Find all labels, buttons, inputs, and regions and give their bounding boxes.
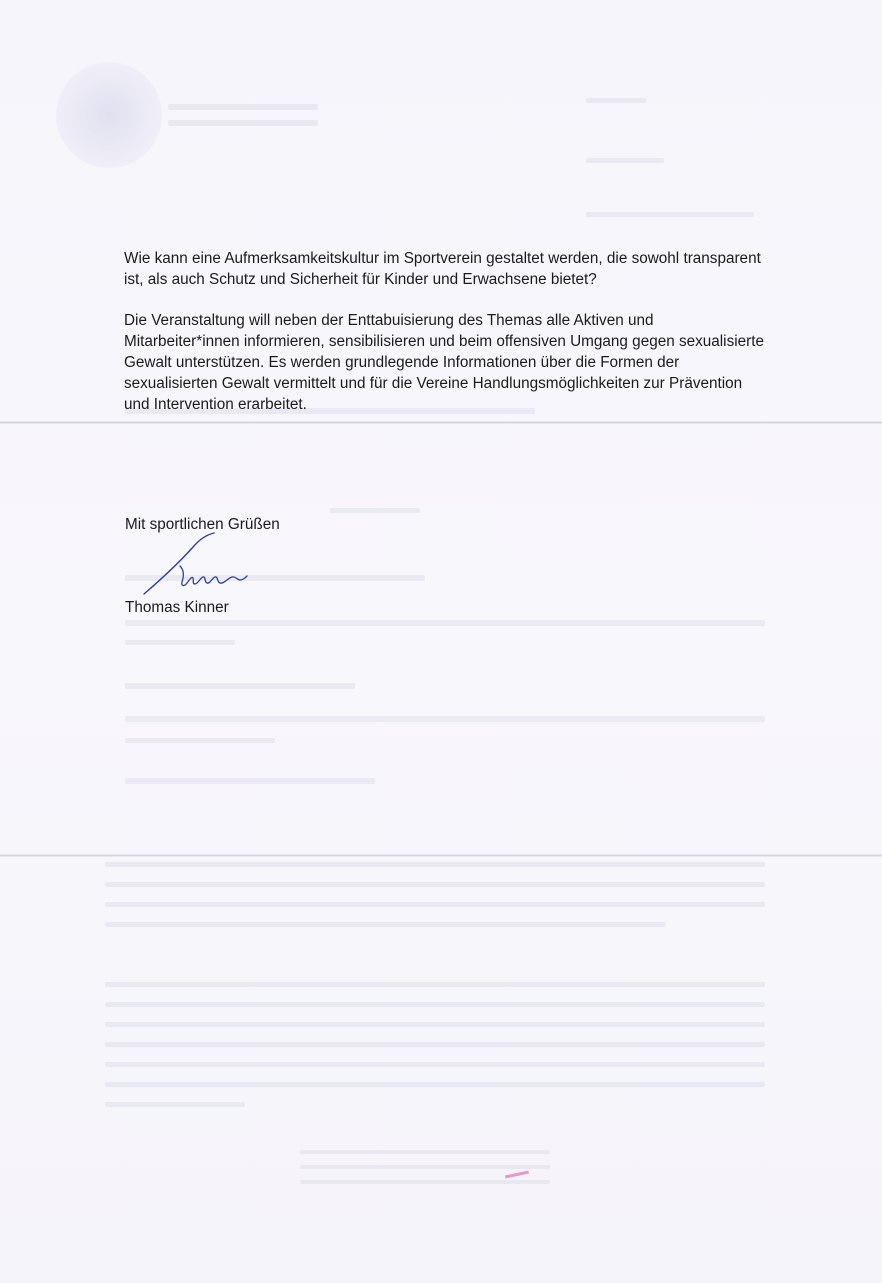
bleed-through-line [105,1002,765,1007]
fold-line-upper [0,421,882,424]
bleed-through-line [300,1165,550,1169]
bleed-through-logo [56,62,162,168]
bleed-through-line [105,902,765,907]
bleed-through-line [105,882,765,887]
bleed-through-line [125,738,275,743]
body-paragraph-question: Wie kann eine Aufmerksamkeitskultur im Sportverein gestaltet werden, die sowohl transparent ist, als auch Schutz und Sicherheit für Kinder und Erwachsene bietet? [124,250,761,288]
bleed-through-line [330,508,420,513]
handwritten-signature [140,532,252,598]
bleed-through-line [125,620,765,626]
fold-line-lower [0,854,882,857]
bleed-through-line [300,1180,550,1184]
ink-mark [505,1171,529,1179]
body-paragraph-description: Die Veranstaltung will neben der Enttabuisierung des Themas alle Aktiven und Mitarbeiter*innen informieren, sensibilisieren und beim offensiven Umgang gegen sexualisierte Gewalt unterstützen. Es werden grundlegende Informationen über die Formen der sexualisierten Gewalt vermittelt und für die Vereine Handlungsmöglichkeiten zur Prävention und Intervention erarbeitet. [124,312,764,413]
bleed-through-line [168,120,318,126]
bleed-through-line [125,640,235,645]
bleed-through-line [125,683,355,689]
bleed-through-line [300,1150,550,1154]
bleed-through-line [125,716,765,722]
bleed-through-line [168,104,318,110]
bleed-through-line [586,212,754,217]
bleed-through-line [125,778,375,784]
letter-body [124,248,764,415]
bleed-through-line [586,98,646,103]
closing-greeting: Mit sportlichen Grüßen [125,516,280,533]
bleed-through-line [105,1022,765,1027]
bleed-through-line [105,1042,765,1047]
bleed-through-line [105,1062,765,1067]
bleed-through-line [105,1102,245,1107]
bleed-through-line [105,862,765,867]
signer-name: Thomas Kinner [125,599,229,616]
bleed-through-line [105,982,765,987]
bleed-through-line [105,1082,765,1087]
bleed-through-line [105,922,665,927]
bleed-through-line [586,158,664,163]
